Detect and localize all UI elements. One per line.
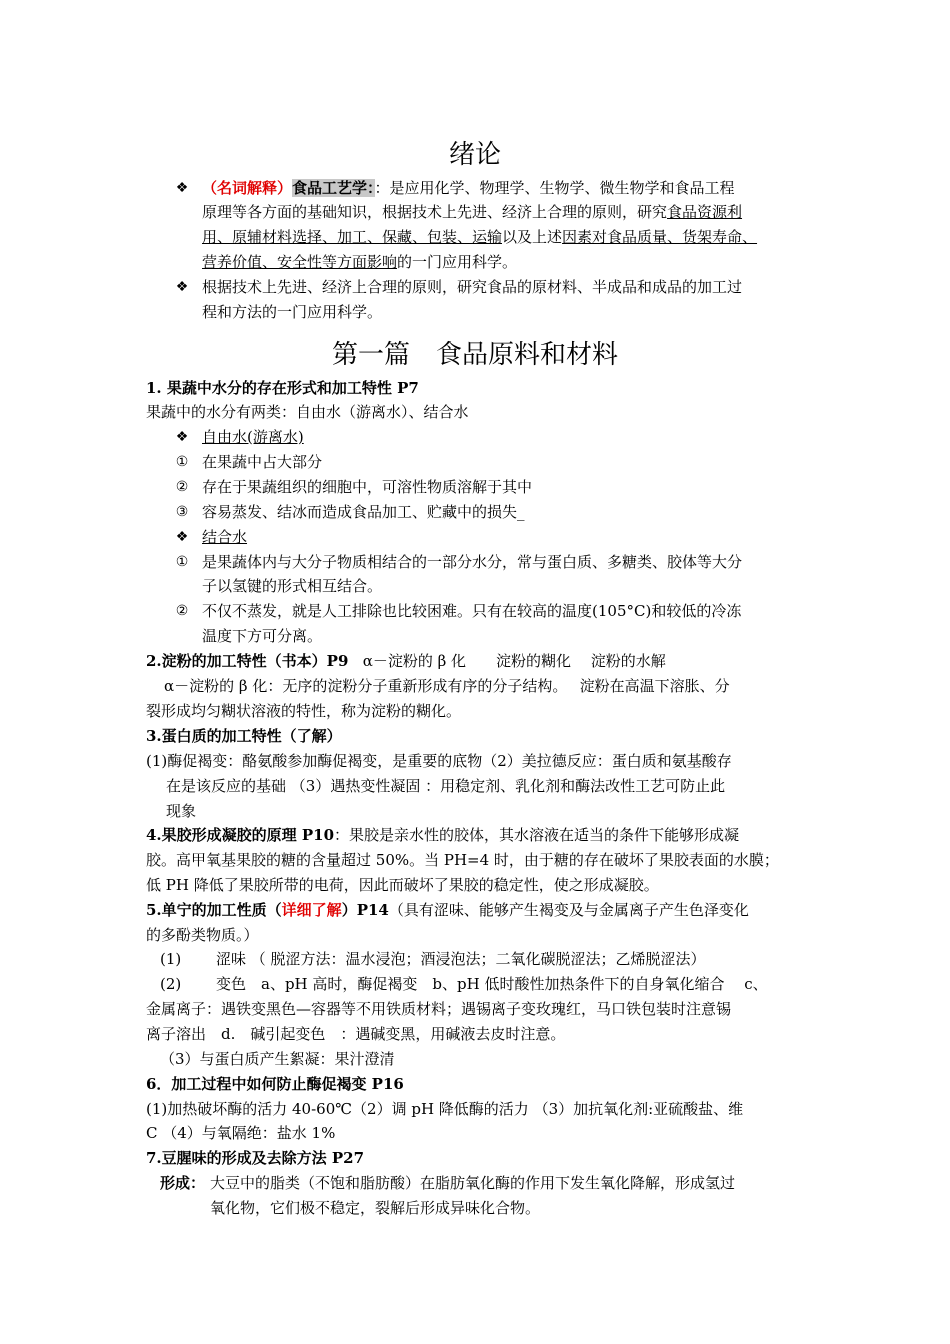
- circle-1-icon: ①: [175, 454, 189, 470]
- section-6-line-1: (1)加热破坏酶的活力 40-60℃（2）调 pH 降低酶的活力 （3）加抗氧化剂:亚硫酸盐、维: [146, 1100, 744, 1118]
- section-7-heading: 7.豆腥味的形成及去除方法 P27: [146, 1149, 365, 1167]
- section-5-line-5: 金属离子：遇铁变黑色—容器等不用铁质材料；遇锡离子变玫瑰红，马口铁包装时注意锡: [146, 1000, 732, 1018]
- section-4-line-2: 胶。高甲氧基果胶的糖的含量超过 50%。当 PH=4 时，由于糖的存在破坏了果胶表面的水膜；: [146, 851, 779, 869]
- section-4-line-3: 低 PH 降低了果胶所带的电荷，因此而破坏了果胶的稳定性，使之形成凝胶。: [146, 876, 659, 894]
- term: 食品工艺学：: [292, 179, 375, 197]
- section-3-line-1: (1)酶促褐变：酪氨酸参加酶促褐变，是重要的底物（2）美拉德反应：蛋白质和氨基酸存: [146, 752, 732, 770]
- term-label: （名词解释）: [202, 179, 293, 197]
- section-5-line-4: (2) 变色 a、pH 高时，酶促褐变 b、pH 低时酸性加热条件下的自身氧化缩合 c、: [160, 975, 768, 993]
- circle-2-icon: ②: [175, 603, 189, 619]
- intro-alt-line-1: 根据技术上先进、经济上合理的原则，研究食品的原材料、半成品和成品的加工过: [202, 278, 743, 296]
- bullet-diamond-icon: ❖: [175, 429, 189, 445]
- section-2-line-1: α－淀粉的 β 化：无序的淀粉分子重新形成有序的分子结构。 淀粉在高温下溶胀、分: [164, 677, 730, 695]
- circle-3-icon: ③: [175, 504, 189, 520]
- section-1-desc: 果蔬中的水分有两类：自由水（游离水）、结合水: [146, 403, 469, 421]
- section-2-heading: 2.淀粉的加工特性（书本）P9 α－淀粉的 β 化 淀粉的糊化 淀粉的水解: [146, 652, 666, 670]
- section-1-heading: 1. 果蔬中水分的存在形式和加工特性 P7: [146, 379, 419, 397]
- section-6-heading: 6．加工过程中如何防止酶促褐变 P16: [146, 1075, 404, 1093]
- free-water-item-3: 容易蒸发、结冰而造成食品加工、贮藏中的损失_: [202, 503, 525, 521]
- section-2-line-2: 裂形成均匀糊状溶液的特性，称为淀粉的糊化。: [146, 702, 462, 720]
- bound-water-label: 结合水: [202, 528, 248, 546]
- bullet-diamond-icon: ❖: [175, 180, 189, 196]
- circle-1-icon: ①: [175, 554, 189, 570]
- free-water-item-1: 在果蔬中占大部分: [202, 453, 323, 471]
- intro-alt-line-2: 程和方法的一门应用科学。: [202, 303, 383, 321]
- section-3-line-2: 在是该反应的基础 （3）遇热变性凝固 ：用稳定剂、乳化剂和酶法改性工艺可防止此: [166, 777, 726, 795]
- bullet-diamond-icon: ❖: [175, 529, 189, 545]
- section-3-heading: 3.蛋白质的加工特性（了解）: [146, 727, 342, 745]
- free-water-item-2: 存在于果蔬组织的细胞中，可溶性物质溶解于其中: [202, 478, 533, 496]
- section-4-heading: 4.果胶形成凝胶的原理 P10：果胶是亲水性的胶体，其水溶液在适当的条件下能够形成凝: [146, 826, 740, 844]
- section-5-line-2: 的多酚类物质。）: [146, 926, 259, 944]
- section-3-line-3: 现象: [166, 802, 197, 820]
- section-5-heading: 5.单宁的加工性质（详细了解）P14（具有涩味、能够产生褐变及与金属离子产生色泽变化: [146, 901, 749, 919]
- bound-water-item-2a: 不仅不蒸发，就是人工排除也比较困难。只有在较高的温度(105°C)和较低的冷冻: [202, 602, 742, 620]
- intro-def-line-1: （名词解释）食品工艺学：：是应用化学、物理学、生物学、微生物学和食品工程: [202, 179, 735, 197]
- section-5-line-3: (1) 涩味 （ 脱涩方法：温水浸泡；酒浸泡法；二氧化碳脱涩法；乙烯脱涩法）: [160, 950, 706, 968]
- section-7-line-2: 氧化物，它们极不稳定，裂解后形成异味化合物。: [210, 1199, 541, 1217]
- bound-water-item-1a: 是果蔬体内与大分子物质相结合的一部分水分，常与蛋白质、多糖类、胶体等大分: [202, 553, 743, 571]
- section-6-line-2: C （4）与氧隔绝：盐水 1%: [146, 1124, 336, 1142]
- bound-water-item-1b: 子以氢键的形式相互结合。: [202, 577, 383, 595]
- bullet-diamond-icon: ❖: [175, 279, 189, 295]
- intro-def-line-2: 原理等各方面的基础知识，根据技术上先进、经济上合理的原则，研究食品资源利: [202, 203, 743, 221]
- bound-water-item-2b: 温度下方可分离。: [202, 627, 323, 645]
- free-water-label: 自由水(游离水): [202, 428, 304, 446]
- intro-def-line-4: 营养价值、安全性等方面影响的一门应用科学。: [202, 253, 518, 271]
- intro-def-line-3: 用、原辅材料选择、加工、保藏、包装、运输以及上述因素对食品质量、货架寿命、: [202, 228, 758, 246]
- section-5-line-6: 离子溶出 d. 碱引起变色 ：遇碱变黑，用碱液去皮时注意。: [146, 1025, 566, 1043]
- circle-2-icon: ②: [175, 479, 189, 495]
- section-7-label: 形成：: [160, 1174, 206, 1192]
- section-7-line-1: 大豆中的脂类（不饱和脂肪酸）在脂肪氧化酶的作用下发生氧化降解，形成氢过: [210, 1174, 736, 1192]
- title-part-one: 第一篇 食品原料和材料: [331, 340, 618, 370]
- title-introduction: 绪论: [448, 140, 501, 170]
- section-5-line-7: （3）与蛋白质产生絮凝：果汁澄清: [160, 1050, 395, 1068]
